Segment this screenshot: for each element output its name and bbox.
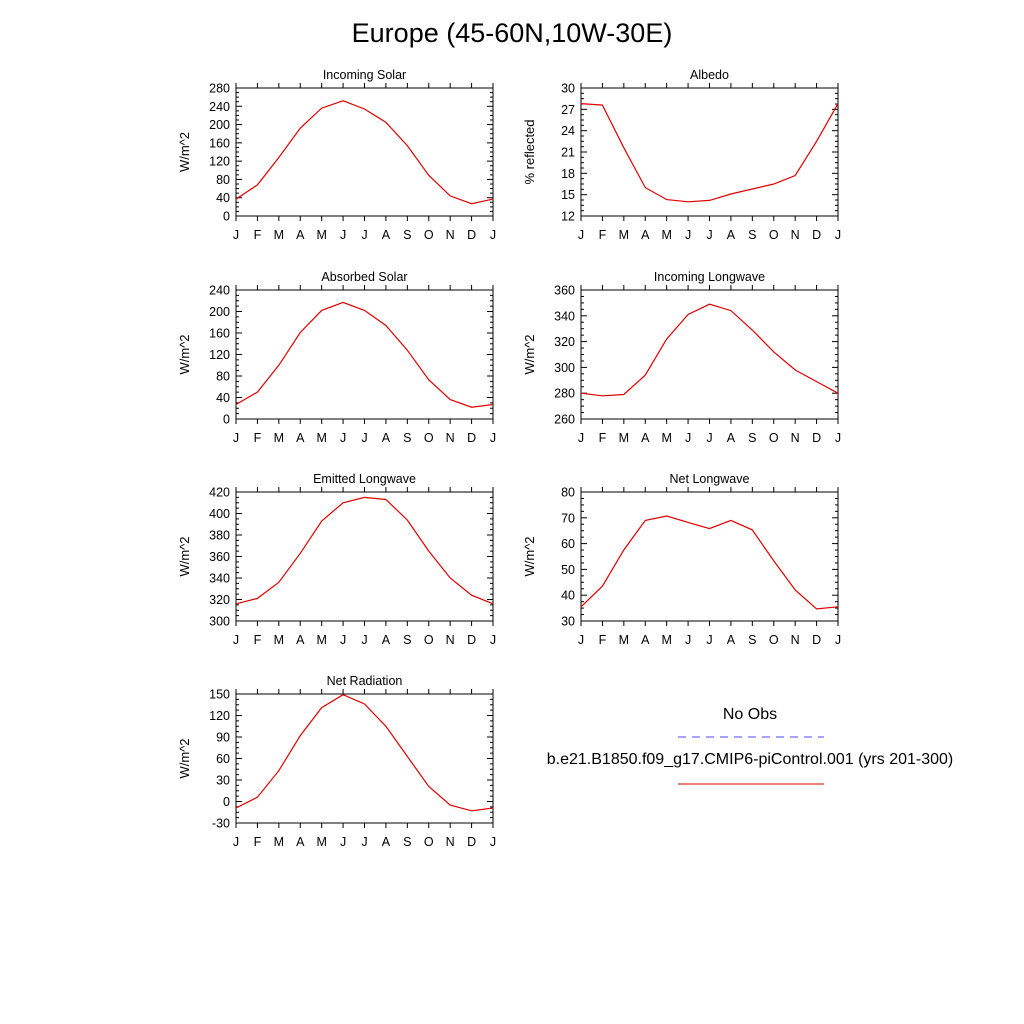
y-tick-label: 60 (561, 537, 575, 552)
y-tick-label: 30 (561, 614, 575, 629)
x-tick-label: J (834, 633, 842, 647)
y-tick-label: 40 (216, 191, 230, 206)
chart-panel-7 (177, 674, 496, 849)
chart-title: Net Longwave (669, 472, 750, 486)
x-tick-label: J (706, 633, 713, 647)
x-tick-label: N (445, 228, 455, 242)
y-tick-label: 0 (223, 209, 230, 224)
legend-label-obs: No Obs (722, 706, 778, 723)
y-tick-label: 30 (216, 773, 230, 788)
y-tick-label: 80 (561, 485, 575, 500)
x-tick-label: J (339, 431, 347, 445)
x-tick-label: J (834, 228, 842, 242)
x-tick-label: F (253, 633, 262, 647)
plot-frame (236, 492, 493, 621)
x-tick-label: J (489, 633, 497, 647)
x-tick-label: M (661, 228, 672, 242)
x-tick-label: M (273, 228, 285, 242)
x-tick-label: J (577, 431, 585, 445)
x-tick-label: S (748, 431, 757, 445)
plot-frame (236, 88, 493, 216)
series-line (581, 304, 838, 396)
y-tick-label: 160 (209, 326, 230, 341)
x-tick-label: F (253, 431, 262, 445)
x-tick-label: A (381, 835, 391, 849)
x-tick-label: J (361, 431, 368, 445)
y-tick-label: 30 (561, 81, 575, 96)
y-tick-label: 0 (223, 795, 230, 809)
plot-frame (236, 290, 493, 419)
y-tick-label: 0 (223, 412, 230, 427)
y-tick-label: 240 (209, 99, 230, 114)
x-tick-label: N (790, 431, 800, 445)
x-tick-label: A (641, 633, 650, 647)
x-tick-label: J (577, 633, 585, 647)
x-tick-label: J (706, 431, 713, 445)
series-line (236, 302, 493, 407)
x-tick-label: A (296, 835, 305, 849)
x-tick-label: O (423, 228, 434, 242)
x-tick-label: S (403, 835, 412, 849)
y-tick-label: 40 (216, 391, 230, 405)
x-tick-label: A (641, 431, 650, 445)
x-tick-label: S (748, 228, 757, 242)
x-tick-label: A (726, 431, 736, 445)
x-tick-label: M (316, 228, 327, 242)
x-tick-label: A (726, 228, 736, 242)
chart-panel-1 (177, 68, 496, 242)
x-tick-label: J (339, 633, 347, 647)
x-tick-label: J (489, 835, 497, 849)
chart-panel-3 (177, 270, 496, 445)
x-tick-label: F (598, 228, 607, 242)
y-tick-label: 280 (554, 386, 575, 401)
y-tick-label: 60 (216, 752, 230, 766)
x-tick-label: M (316, 431, 327, 445)
x-tick-label: J (684, 228, 692, 242)
series-line (236, 497, 493, 603)
y-tick-label: 240 (209, 283, 230, 298)
x-tick-label: J (684, 633, 692, 647)
y-tick-label: 70 (561, 511, 575, 526)
y-tick-label: 120 (209, 709, 230, 723)
x-tick-label: A (296, 633, 305, 647)
y-tick-label: 21 (561, 145, 575, 160)
y-tick-label: 80 (216, 369, 230, 384)
y-tick-label: 380 (209, 528, 230, 543)
y-axis-label: W/m^2 (177, 131, 192, 173)
x-tick-label: S (403, 228, 412, 242)
x-tick-label: J (489, 431, 497, 445)
y-tick-label: 80 (216, 172, 230, 187)
chart-title: Incoming Longwave (653, 270, 766, 284)
chart-panel-5 (177, 472, 496, 647)
x-tick-label: J (577, 228, 585, 242)
y-tick-label: 340 (554, 309, 575, 324)
x-tick-label: N (445, 835, 455, 849)
series-line (236, 101, 493, 204)
x-tick-label: O (423, 431, 434, 445)
y-tick-label: 420 (209, 485, 230, 500)
y-tick-label: 40 (561, 588, 575, 603)
x-tick-label: J (361, 228, 368, 242)
chart-panel-6 (522, 472, 841, 647)
x-tick-label: M (618, 431, 630, 445)
y-tick-label: 360 (554, 283, 575, 298)
chart-title: Albedo (690, 68, 729, 82)
x-tick-label: N (790, 228, 800, 242)
x-tick-label: S (403, 633, 412, 647)
plot-frame (581, 88, 838, 216)
y-axis-label: W/m^2 (177, 738, 192, 779)
x-tick-label: J (339, 228, 347, 242)
y-tick-label: 120 (209, 348, 230, 362)
legend-label-model: b.e21.B1850.f09_g17.CMIP6-piControl.001 (yrs 201-300) (546, 751, 954, 768)
y-tick-label: 15 (561, 188, 575, 203)
y-tick-label: 24 (561, 124, 575, 139)
x-tick-label: D (467, 835, 477, 849)
x-tick-label: O (768, 431, 779, 445)
x-tick-label: M (316, 835, 327, 849)
x-tick-label: M (316, 633, 327, 647)
x-tick-label: F (598, 633, 607, 647)
x-tick-label: O (768, 228, 779, 242)
x-tick-label: O (423, 835, 434, 849)
x-tick-label: D (812, 431, 822, 445)
y-tick-label: 340 (209, 571, 230, 586)
y-tick-label: -30 (211, 816, 230, 831)
chart-panel-2 (522, 68, 841, 242)
x-tick-label: A (641, 228, 650, 242)
x-tick-label: M (273, 835, 285, 849)
y-tick-label: 300 (554, 360, 575, 375)
x-tick-label: D (467, 431, 477, 445)
y-tick-label: 200 (209, 118, 230, 133)
chart-title: Emitted Longwave (313, 472, 416, 486)
x-tick-label: N (445, 633, 455, 647)
x-tick-label: J (834, 431, 842, 445)
series-line (581, 104, 838, 202)
x-tick-label: S (403, 431, 412, 445)
x-tick-label: O (768, 633, 779, 647)
y-axis-label: W/m^2 (522, 536, 537, 577)
y-tick-label: 320 (554, 335, 575, 350)
x-tick-label: M (273, 431, 285, 445)
x-tick-label: F (253, 228, 262, 242)
x-tick-label: N (445, 431, 455, 445)
y-tick-label: 50 (561, 562, 575, 577)
x-tick-label: F (598, 431, 607, 445)
x-tick-label: O (423, 633, 434, 647)
series-line (236, 695, 493, 811)
y-axis-label: W/m^2 (177, 536, 192, 577)
y-tick-label: 400 (209, 507, 230, 521)
y-tick-label: 120 (209, 154, 230, 169)
chart-title: Net Radiation (326, 674, 403, 688)
x-tick-label: J (232, 431, 240, 445)
x-tick-label: J (684, 431, 692, 445)
y-tick-label: 280 (209, 81, 230, 96)
x-tick-label: J (361, 633, 368, 647)
chart-panel-4 (522, 270, 841, 445)
x-tick-label: M (273, 633, 285, 647)
x-tick-label: A (296, 431, 305, 445)
y-axis-label: W/m^2 (522, 334, 537, 375)
y-axis-label: W/m^2 (177, 334, 192, 375)
x-tick-label: J (361, 835, 368, 849)
chart-title: Incoming Solar (322, 68, 407, 82)
x-tick-label: D (812, 633, 822, 647)
x-tick-label: M (618, 228, 630, 242)
x-tick-label: M (618, 633, 630, 647)
x-tick-label: D (467, 228, 477, 242)
plot-frame (581, 290, 838, 419)
x-tick-label: J (489, 228, 497, 242)
x-tick-label: F (253, 835, 262, 849)
y-tick-label: 150 (209, 687, 230, 702)
x-tick-label: A (381, 633, 391, 647)
y-tick-label: 200 (209, 305, 230, 319)
y-tick-label: 12 (561, 209, 575, 224)
page-title: Europe (45-60N,10W-30E) (351, 18, 673, 48)
x-tick-label: M (661, 431, 672, 445)
x-tick-label: N (790, 633, 800, 647)
x-tick-label: D (812, 228, 822, 242)
y-tick-label: 18 (561, 166, 575, 181)
x-tick-label: S (748, 633, 757, 647)
plot-frame (236, 694, 493, 823)
x-tick-label: D (467, 633, 477, 647)
x-tick-label: A (381, 431, 391, 445)
x-tick-label: J (232, 835, 240, 849)
y-tick-label: 360 (209, 550, 230, 564)
y-tick-label: 90 (216, 730, 230, 745)
x-tick-label: A (296, 228, 305, 242)
y-tick-label: 260 (554, 412, 575, 427)
x-tick-label: J (339, 835, 347, 849)
y-tick-label: 27 (561, 102, 575, 117)
y-tick-label: 320 (209, 593, 230, 607)
x-tick-label: A (726, 633, 736, 647)
y-tick-label: 300 (209, 614, 230, 629)
y-axis-label: % reflected (522, 119, 537, 185)
x-tick-label: J (232, 228, 240, 242)
series-line (581, 516, 838, 609)
x-tick-label: A (381, 228, 391, 242)
x-tick-label: J (706, 228, 713, 242)
x-tick-label: M (661, 633, 672, 647)
chart-title: Absorbed Solar (321, 270, 408, 284)
x-tick-label: J (232, 633, 240, 647)
y-tick-label: 160 (209, 136, 230, 151)
